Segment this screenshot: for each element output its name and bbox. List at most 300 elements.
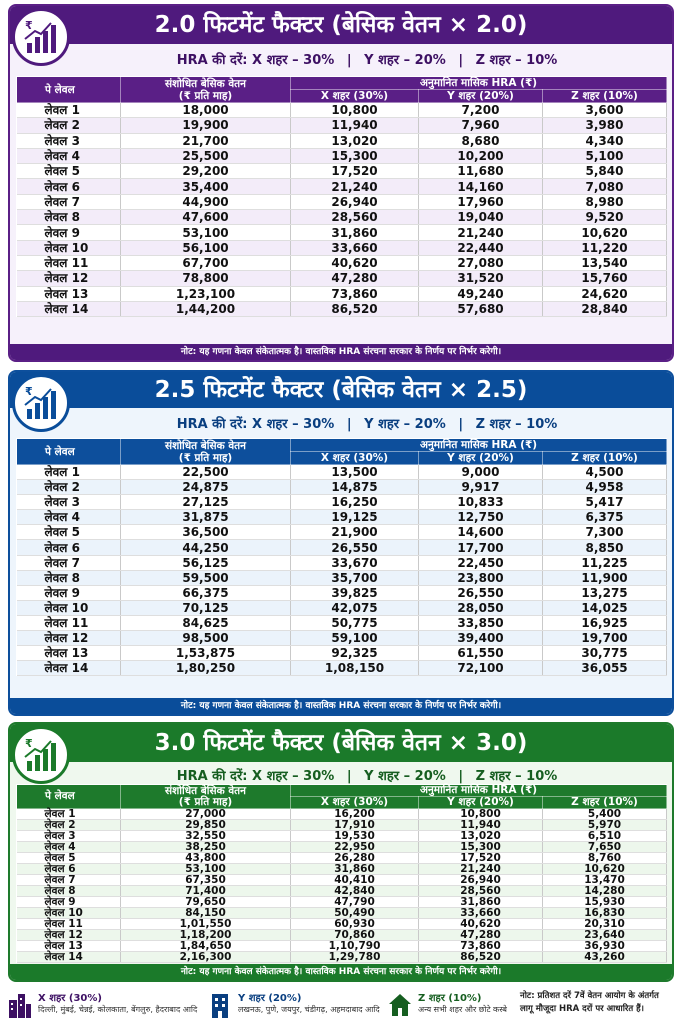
cell-z-hra: 7,650 (543, 842, 667, 853)
cell-pay-level: लेवल 6 (17, 540, 121, 555)
cell-z-hra: 19,700 (543, 631, 667, 646)
cell-z-hra: 13,470 (543, 875, 667, 886)
cell-x-hra: 10,800 (291, 103, 419, 118)
cell-x-hra: 16,200 (291, 809, 419, 820)
header-basic-pay: संशोधित बेसिक वेतन (₹ प्रति माह) (121, 77, 291, 103)
cell-x-hra: 19,530 (291, 831, 419, 842)
header-pay-level: पे लेवल (17, 77, 121, 103)
header-pay-level: पे लेवल (17, 785, 121, 809)
cell-y-hra: 22,450 (419, 555, 543, 570)
cell-y-hra: 21,240 (419, 225, 543, 240)
cell-pay-level: लेवल 10 (17, 908, 121, 919)
table-row (17, 495, 667, 510)
cell-x-hra: 73,860 (291, 286, 419, 301)
table-row (17, 540, 667, 555)
hra-table (16, 438, 667, 676)
cell-basic-pay: 1,18,200 (121, 930, 291, 941)
cell-pay-level: लेवल 14 (17, 301, 121, 316)
cell-pay-level: लेवल 14 (17, 661, 121, 676)
table-row (17, 210, 667, 225)
cell-x-hra: 17,520 (291, 164, 419, 179)
cell-y-hra: 14,600 (419, 525, 543, 540)
cell-y-hra: 14,160 (419, 179, 543, 194)
cell-x-hra: 47,790 (291, 897, 419, 908)
cell-pay-level: लेवल 9 (17, 225, 121, 240)
table-row (17, 225, 667, 240)
cell-z-hra: 13,540 (543, 255, 667, 270)
cell-basic-pay: 44,900 (121, 194, 291, 209)
table-row (17, 646, 667, 661)
cell-x-hra: 92,325 (291, 646, 419, 661)
cell-y-hra: 33,660 (419, 908, 543, 919)
cell-x-hra: 50,490 (291, 908, 419, 919)
cell-basic-pay: 27,125 (121, 495, 291, 510)
rate-y: Y शहर – 20% (364, 417, 446, 432)
cell-z-hra: 16,925 (543, 615, 667, 630)
cell-z-hra: 6,510 (543, 831, 667, 842)
cell-basic-pay: 24,875 (121, 480, 291, 495)
cell-y-hra: 10,200 (419, 148, 543, 163)
cell-z-hra: 24,620 (543, 286, 667, 301)
cell-basic-pay: 1,01,550 (121, 919, 291, 930)
cell-y-hra: 27,080 (419, 255, 543, 270)
cell-y-hra: 72,100 (419, 661, 543, 676)
header-x-city: X शहर (30%) (291, 452, 419, 465)
rates-label: HRA की दरें: (176, 53, 248, 68)
section-title: 3.0 फिटमेंट फैक्टर (बेसिक वेतन × 3.0) (10, 724, 672, 762)
svg-text:₹: ₹ (25, 737, 33, 750)
cell-basic-pay: 22,500 (121, 465, 291, 480)
table-row (17, 842, 667, 853)
cell-y-hra: 31,860 (419, 897, 543, 908)
legend-y-city: Y शहर (20%) लखनऊ, पुणे, जयपुर, चंडीगढ़, अहमदाबाद आदि (208, 988, 388, 1022)
cell-z-hra: 14,280 (543, 886, 667, 897)
cell-z-hra: 3,600 (543, 103, 667, 118)
cell-x-hra: 1,10,790 (291, 941, 419, 952)
cell-x-hra: 86,520 (291, 301, 419, 316)
cell-basic-pay: 1,80,250 (121, 661, 291, 676)
cell-y-hra: 13,020 (419, 831, 543, 842)
cell-y-hra: 57,680 (419, 301, 543, 316)
cell-z-hra: 11,225 (543, 555, 667, 570)
cell-x-hra: 47,280 (291, 271, 419, 286)
table-row (17, 301, 667, 316)
table-row (17, 465, 667, 480)
table-row (17, 831, 667, 842)
cell-x-hra: 16,250 (291, 495, 419, 510)
cell-y-hra: 17,960 (419, 194, 543, 209)
table-body (17, 809, 667, 963)
cell-z-hra: 5,970 (543, 820, 667, 831)
cell-z-hra: 36,930 (543, 941, 667, 952)
cell-pay-level: लेवल 7 (17, 875, 121, 886)
cell-basic-pay: 70,125 (121, 600, 291, 615)
cell-basic-pay: 29,200 (121, 164, 291, 179)
cell-y-hra: 7,200 (419, 103, 543, 118)
cell-basic-pay: 43,800 (121, 853, 291, 864)
cell-y-hra: 28,560 (419, 886, 543, 897)
table-row (17, 930, 667, 941)
cell-basic-pay: 25,500 (121, 148, 291, 163)
table-row (17, 103, 667, 118)
cell-basic-pay: 53,100 (121, 864, 291, 875)
cell-x-hra: 42,075 (291, 600, 419, 615)
cell-y-hra: 73,860 (419, 941, 543, 952)
cell-z-hra: 7,300 (543, 525, 667, 540)
cell-z-hra: 20,310 (543, 919, 667, 930)
cell-basic-pay: 78,800 (121, 271, 291, 286)
cell-x-hra: 17,910 (291, 820, 419, 831)
cell-basic-pay: 2,16,300 (121, 952, 291, 963)
cell-z-hra: 8,760 (543, 853, 667, 864)
header-z-city: Z शहर (10%) (543, 797, 667, 809)
cell-y-hra: 86,520 (419, 952, 543, 963)
cell-x-hra: 22,950 (291, 842, 419, 853)
cell-pay-level: लेवल 1 (17, 809, 121, 820)
table-row (17, 585, 667, 600)
table-row (17, 555, 667, 570)
cell-x-hra: 1,29,780 (291, 952, 419, 963)
rupee-growth-icon (12, 374, 70, 432)
cell-basic-pay: 29,850 (121, 820, 291, 831)
cell-z-hra: 7,080 (543, 179, 667, 194)
cell-y-hra: 33,850 (419, 615, 543, 630)
cell-pay-level: लेवल 10 (17, 600, 121, 615)
table-row (17, 480, 667, 495)
cell-z-hra: 5,400 (543, 809, 667, 820)
cell-basic-pay: 79,650 (121, 897, 291, 908)
cell-z-hra: 4,500 (543, 465, 667, 480)
cell-basic-pay: 47,600 (121, 210, 291, 225)
cell-x-hra: 33,670 (291, 555, 419, 570)
cell-basic-pay: 1,44,200 (121, 301, 291, 316)
cell-y-hra: 47,280 (419, 930, 543, 941)
cell-pay-level: लेवल 12 (17, 930, 121, 941)
cell-x-hra: 26,550 (291, 540, 419, 555)
cell-x-hra: 70,860 (291, 930, 419, 941)
cell-pay-level: लेवल 11 (17, 919, 121, 930)
cell-basic-pay: 66,375 (121, 585, 291, 600)
cell-basic-pay: 53,100 (121, 225, 291, 240)
cell-pay-level: लेवल 2 (17, 820, 121, 831)
cell-y-hra: 39,400 (419, 631, 543, 646)
cell-pay-level: लेवल 3 (17, 133, 121, 148)
house-icon (388, 992, 412, 1018)
cell-basic-pay: 38,250 (121, 842, 291, 853)
header-basic-pay: संशोधित बेसिक वेतन (₹ प्रति माह) (121, 785, 291, 809)
cell-z-hra: 11,220 (543, 240, 667, 255)
cell-basic-pay: 27,000 (121, 809, 291, 820)
table-row (17, 952, 667, 963)
cell-pay-level: लेवल 4 (17, 148, 121, 163)
fitment-section-3 (8, 722, 674, 982)
cell-pay-level: लेवल 1 (17, 103, 121, 118)
cell-y-hra: 12,750 (419, 510, 543, 525)
cell-pay-level: लेवल 3 (17, 495, 121, 510)
cell-basic-pay: 1,23,100 (121, 286, 291, 301)
city-buildings-icon (8, 992, 32, 1018)
cell-y-hra: 15,300 (419, 842, 543, 853)
cell-z-hra: 8,850 (543, 540, 667, 555)
table-row (17, 164, 667, 179)
cell-y-hra: 7,960 (419, 118, 543, 133)
cell-y-hra: 8,680 (419, 133, 543, 148)
header-hra-group: अनुमानित मासिक HRA (₹) (291, 439, 667, 452)
cell-z-hra: 10,620 (543, 864, 667, 875)
cell-pay-level: लेवल 13 (17, 941, 121, 952)
rates-label: HRA की दरें: (176, 769, 248, 784)
cell-basic-pay: 67,700 (121, 255, 291, 270)
cell-pay-level: लेवल 11 (17, 255, 121, 270)
cell-pay-level: लेवल 9 (17, 585, 121, 600)
table-row (17, 941, 667, 952)
office-building-icon (208, 992, 232, 1018)
cell-basic-pay: 84,150 (121, 908, 291, 919)
cell-basic-pay: 44,250 (121, 540, 291, 555)
section-title: 2.0 फिटमेंट फैक्टर (बेसिक वेतन × 2.0) (10, 6, 672, 44)
table-row (17, 600, 667, 615)
cell-y-hra: 9,000 (419, 465, 543, 480)
cell-x-hra: 31,860 (291, 225, 419, 240)
cell-pay-level: लेवल 6 (17, 179, 121, 194)
cell-x-hra: 1,08,150 (291, 661, 419, 676)
fitment-section-2 (8, 370, 674, 716)
header-basic-pay: संशोधित बेसिक वेतन (₹ प्रति माह) (121, 439, 291, 465)
rupee-growth-icon (12, 8, 70, 66)
cell-basic-pay: 67,350 (121, 875, 291, 886)
hra-rates-line: HRA की दरें: X शहर – 30% | Y शहर – 20% | Z शहर – 10% (176, 53, 558, 68)
cell-x-hra: 21,900 (291, 525, 419, 540)
header-hra-group: अनुमानित मासिक HRA (₹) (291, 77, 667, 90)
table-row (17, 194, 667, 209)
table-row (17, 271, 667, 286)
table-row (17, 179, 667, 194)
rate-y: Y शहर – 20% (364, 53, 446, 68)
cell-x-hra: 14,875 (291, 480, 419, 495)
cell-basic-pay: 32,550 (121, 831, 291, 842)
table-row (17, 897, 667, 908)
cell-pay-level: लेवल 14 (17, 952, 121, 963)
hra-rates-line: HRA की दरें: X शहर – 30% | Y शहर – 20% | Z शहर – 10% (176, 417, 558, 432)
cell-basic-pay: 21,700 (121, 133, 291, 148)
table-row (17, 820, 667, 831)
header-x-city: X शहर (30%) (291, 90, 419, 103)
cell-z-hra: 8,980 (543, 194, 667, 209)
cell-basic-pay: 19,900 (121, 118, 291, 133)
cell-y-hra: 26,940 (419, 875, 543, 886)
table-row (17, 809, 667, 820)
cell-z-hra: 15,930 (543, 897, 667, 908)
cell-basic-pay: 36,500 (121, 525, 291, 540)
cell-pay-level: लेवल 8 (17, 570, 121, 585)
cell-z-hra: 13,275 (543, 585, 667, 600)
cell-y-hra: 28,050 (419, 600, 543, 615)
section-title: 2.5 फिटमेंट फैक्टर (बेसिक वेतन × 2.5) (10, 372, 672, 408)
cell-pay-level: लेवल 10 (17, 240, 121, 255)
legend-z-city: Z शहर (10%) अन्य सभी शहर और छोटे कस्बे (388, 988, 518, 1022)
cell-y-hra: 49,240 (419, 286, 543, 301)
city-legend (8, 988, 674, 1022)
cell-y-hra: 17,520 (419, 853, 543, 864)
cell-basic-pay: 1,53,875 (121, 646, 291, 661)
cell-z-hra: 36,055 (543, 661, 667, 676)
cell-pay-level: लेवल 2 (17, 118, 121, 133)
cell-z-hra: 5,417 (543, 495, 667, 510)
table-row (17, 570, 667, 585)
header-y-city: Y शहर (20%) (419, 90, 543, 103)
rate-z: Z शहर – 10% (475, 53, 558, 68)
cell-pay-level: लेवल 9 (17, 897, 121, 908)
table-row (17, 886, 667, 897)
cell-pay-level: लेवल 12 (17, 271, 121, 286)
cell-x-hra: 60,930 (291, 919, 419, 930)
cell-y-hra: 40,620 (419, 919, 543, 930)
table-row (17, 255, 667, 270)
cell-z-hra: 43,260 (543, 952, 667, 963)
fitment-section-1 (8, 4, 674, 362)
cell-pay-level: लेवल 7 (17, 555, 121, 570)
rate-x: X शहर – 30% (252, 769, 335, 784)
cell-x-hra: 39,825 (291, 585, 419, 600)
cell-x-hra: 15,300 (291, 148, 419, 163)
cell-basic-pay: 84,625 (121, 615, 291, 630)
cell-y-hra: 17,700 (419, 540, 543, 555)
cell-pay-level: लेवल 4 (17, 510, 121, 525)
header-z-city: Z शहर (10%) (543, 452, 667, 465)
table-row (17, 118, 667, 133)
cell-x-hra: 40,620 (291, 255, 419, 270)
cell-basic-pay: 35,400 (121, 179, 291, 194)
cell-y-hra: 22,440 (419, 240, 543, 255)
cell-pay-level: लेवल 1 (17, 465, 121, 480)
cell-y-hra: 10,800 (419, 809, 543, 820)
cell-basic-pay: 56,125 (121, 555, 291, 570)
cell-pay-level: लेवल 5 (17, 164, 121, 179)
cell-x-hra: 50,775 (291, 615, 419, 630)
cell-y-hra: 9,917 (419, 480, 543, 495)
cell-basic-pay: 71,400 (121, 886, 291, 897)
header-z-city: Z शहर (10%) (543, 90, 667, 103)
cell-z-hra: 23,640 (543, 930, 667, 941)
cell-pay-level: लेवल 13 (17, 646, 121, 661)
cell-basic-pay: 56,100 (121, 240, 291, 255)
cell-pay-level: लेवल 13 (17, 286, 121, 301)
cell-x-hra: 13,020 (291, 133, 419, 148)
hra-table (16, 784, 667, 963)
table-row (17, 864, 667, 875)
rate-y: Y शहर – 20% (364, 769, 446, 784)
table-row (17, 908, 667, 919)
cell-y-hra: 10,833 (419, 495, 543, 510)
table-row (17, 853, 667, 864)
rates-label: HRA की दरें: (176, 417, 248, 432)
cell-x-hra: 31,860 (291, 864, 419, 875)
table-row (17, 525, 667, 540)
cell-x-hra: 11,940 (291, 118, 419, 133)
svg-text:₹: ₹ (25, 19, 33, 32)
header-y-city: Y शहर (20%) (419, 797, 543, 809)
cell-z-hra: 6,375 (543, 510, 667, 525)
legend-x-city: X शहर (30%) दिल्ली, मुंबई, चेन्नई, कोलकाता, बेंगलुरु, हैदराबाद आदि (8, 988, 208, 1022)
cell-y-hra: 61,550 (419, 646, 543, 661)
cell-z-hra: 16,830 (543, 908, 667, 919)
table-row (17, 631, 667, 646)
cell-pay-level: लेवल 7 (17, 194, 121, 209)
cell-basic-pay: 1,84,650 (121, 941, 291, 952)
table-row (17, 919, 667, 930)
section-note: नोट: यह गणना केवल संकेतात्मक है। वास्तविक HRA संरचना सरकार के निर्णय पर निर्भर करेगी। (10, 344, 672, 360)
cell-y-hra: 23,800 (419, 570, 543, 585)
cell-z-hra: 14,025 (543, 600, 667, 615)
cell-y-hra: 11,680 (419, 164, 543, 179)
table-row (17, 875, 667, 886)
cell-z-hra: 11,900 (543, 570, 667, 585)
cell-y-hra: 26,550 (419, 585, 543, 600)
cell-x-hra: 26,940 (291, 194, 419, 209)
cell-y-hra: 21,240 (419, 864, 543, 875)
table-row (17, 240, 667, 255)
rate-x: X शहर – 30% (252, 53, 335, 68)
rate-z: Z शहर – 10% (475, 769, 558, 784)
cell-pay-level: लेवल 4 (17, 842, 121, 853)
cell-y-hra: 11,940 (419, 820, 543, 831)
section-note: नोट: यह गणना केवल संकेतात्मक है। वास्तविक HRA संरचना सरकार के निर्णय पर निर्भर करेगी। (10, 698, 672, 714)
cell-pay-level: लेवल 8 (17, 886, 121, 897)
table-row (17, 510, 667, 525)
cell-z-hra: 4,958 (543, 480, 667, 495)
cell-pay-level: लेवल 5 (17, 525, 121, 540)
cell-pay-level: लेवल 12 (17, 631, 121, 646)
legend-footnote: नोट: प्रतिशत दरें 7वें वेतन आयोग के अंतर्गत लागू मौजूदा HRA दरों पर आधारित हैं। (520, 991, 659, 1014)
cell-z-hra: 3,980 (543, 118, 667, 133)
cell-z-hra: 5,100 (543, 148, 667, 163)
cell-x-hra: 28,560 (291, 210, 419, 225)
cell-x-hra: 19,125 (291, 510, 419, 525)
cell-z-hra: 10,620 (543, 225, 667, 240)
cell-pay-level: लेवल 2 (17, 480, 121, 495)
cell-pay-level: लेवल 8 (17, 210, 121, 225)
cell-y-hra: 19,040 (419, 210, 543, 225)
svg-text:₹: ₹ (25, 385, 33, 398)
header-hra-group: अनुमानित मासिक HRA (₹) (291, 785, 667, 797)
rate-z: Z शहर – 10% (475, 417, 558, 432)
cell-x-hra: 35,700 (291, 570, 419, 585)
rate-x: X शहर – 30% (252, 417, 335, 432)
cell-basic-pay: 18,000 (121, 103, 291, 118)
cell-pay-level: लेवल 3 (17, 831, 121, 842)
header-pay-level: पे लेवल (17, 439, 121, 465)
hra-rates-line: HRA की दरें: X शहर – 30% | Y शहर – 20% | Z शहर – 10% (176, 769, 558, 784)
cell-basic-pay: 59,500 (121, 570, 291, 585)
table-row (17, 615, 667, 630)
cell-x-hra: 13,500 (291, 465, 419, 480)
cell-x-hra: 59,100 (291, 631, 419, 646)
cell-x-hra: 42,840 (291, 886, 419, 897)
cell-pay-level: लेवल 5 (17, 853, 121, 864)
header-y-city: Y शहर (20%) (419, 452, 543, 465)
rupee-growth-icon (12, 726, 70, 784)
cell-x-hra: 26,280 (291, 853, 419, 864)
cell-basic-pay: 98,500 (121, 631, 291, 646)
cell-z-hra: 30,775 (543, 646, 667, 661)
section-note: नोट: यह गणना केवल संकेतात्मक है। वास्तविक HRA संरचना सरकार के निर्णय पर निर्भर करेगी। (10, 964, 672, 980)
table-row (17, 133, 667, 148)
table-body (17, 465, 667, 676)
table-body (17, 103, 667, 317)
cell-x-hra: 33,660 (291, 240, 419, 255)
cell-pay-level: लेवल 6 (17, 864, 121, 875)
cell-z-hra: 28,840 (543, 301, 667, 316)
